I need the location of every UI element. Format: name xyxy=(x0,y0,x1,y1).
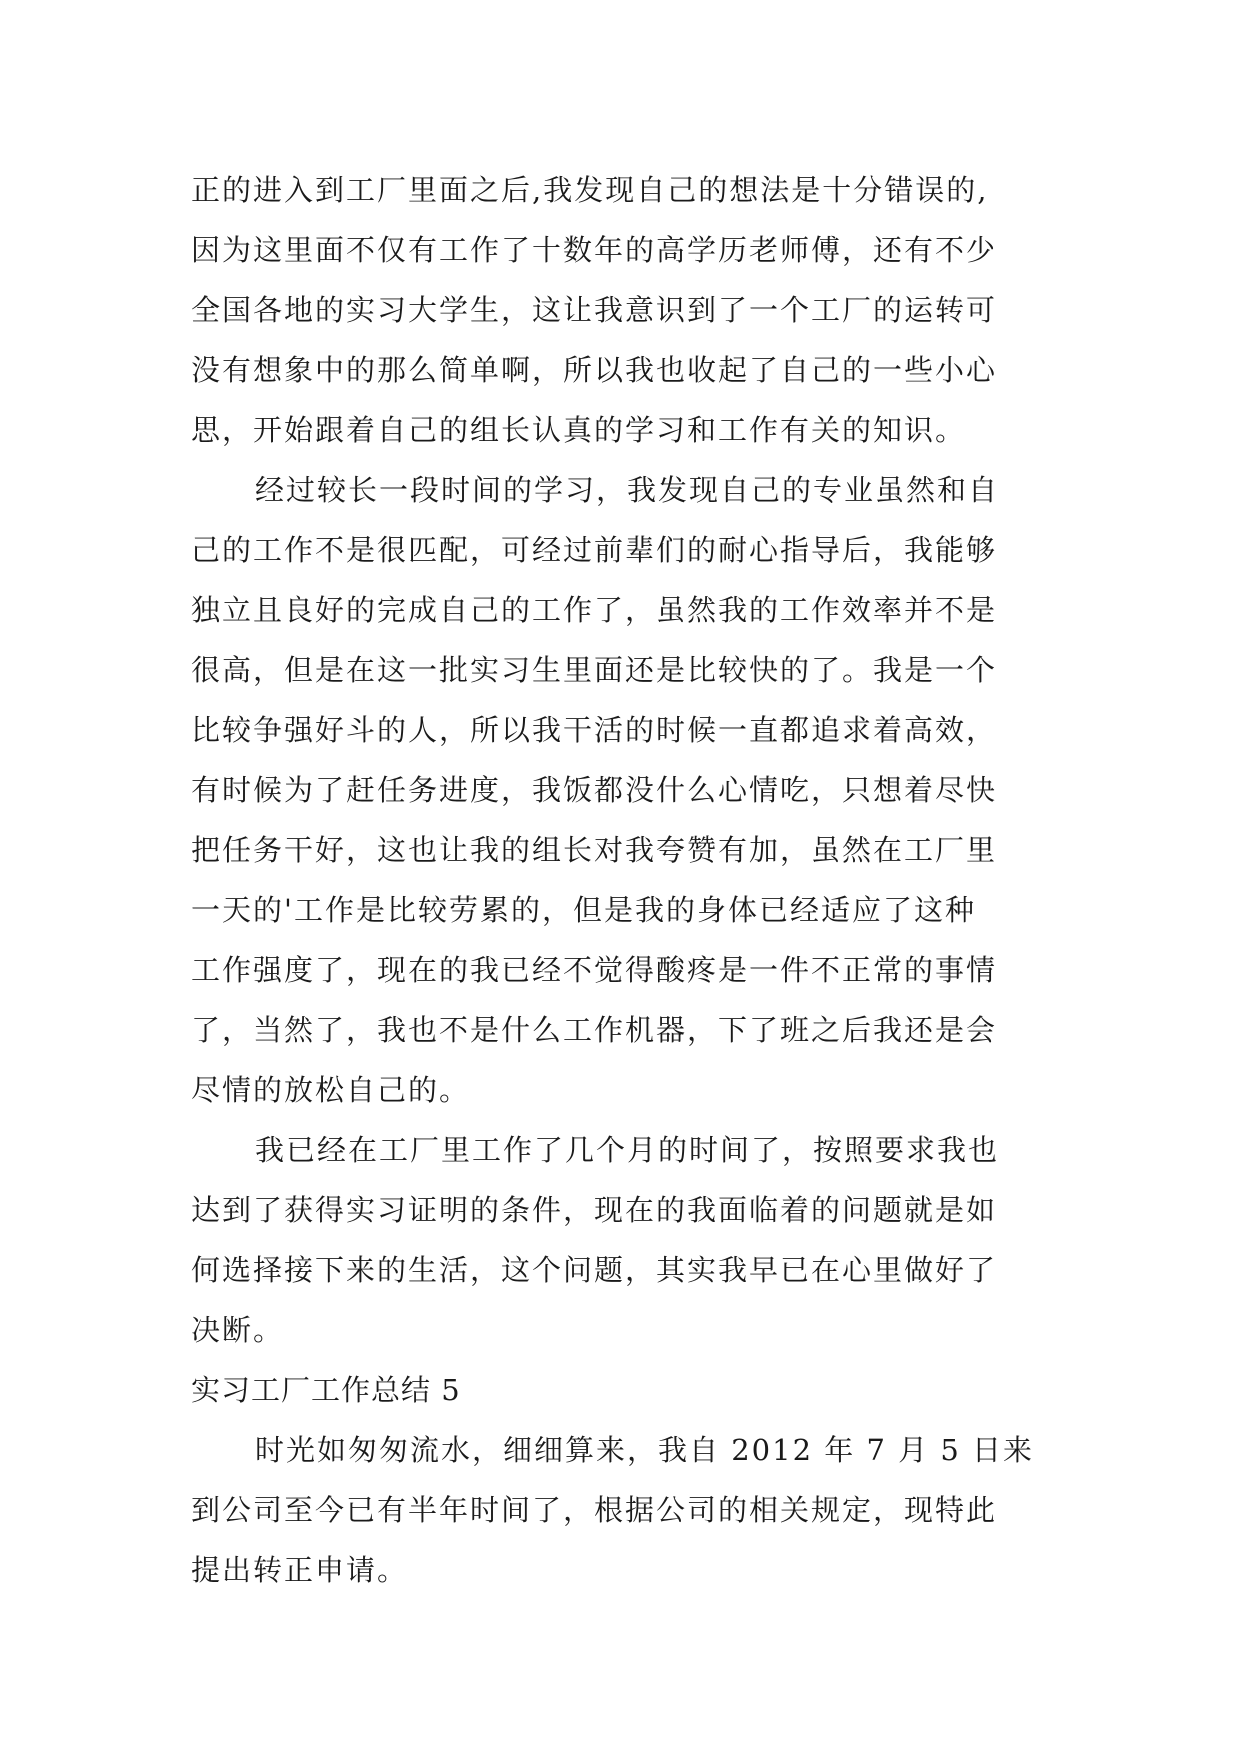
paragraph-2 xyxy=(191,460,1071,1120)
text-line: 全国各地的实习大学生，这让我意识到了一个工厂的运转可 xyxy=(191,293,998,327)
text-line: 提出转正申请。 xyxy=(191,1553,409,1587)
text-line: 比较争强好斗的人，所以我干活的时候一直都追求着高效， xyxy=(191,713,998,747)
text-line: 何选择接下来的生活，这个问题，其实我早已在心里做好了 xyxy=(191,1253,998,1287)
paragraph-1 xyxy=(191,160,1071,460)
text-line: 把任务干好，这也让我的组长对我夸赞有加，虽然在工厂里 xyxy=(191,833,998,867)
text-line: 一天的'工作是比较劳累的，但是我的身体已经适应了这种 xyxy=(191,893,976,927)
text-line: 时光如匆匆流水，细细算来，我自 2012 年 7 月 5 日来 xyxy=(255,1433,1035,1467)
paragraph-3 xyxy=(191,1120,1071,1360)
text-line: 到公司至今已有半年时间了，根据公司的相关规定，现特此 xyxy=(191,1493,998,1527)
text-line: 了，当然了，我也不是什么工作机器，下了班之后我还是会 xyxy=(191,1013,998,1047)
text-line: 没有想象中的那么简单啊，所以我也收起了自己的一些小心 xyxy=(191,353,998,387)
text-line: 正的进入到工厂里面之后,我发现自己的想法是十分错误的, xyxy=(191,173,989,207)
text-line: 尽情的放松自己的。 xyxy=(191,1073,471,1107)
paragraph-4 xyxy=(191,1420,1071,1600)
text-line: 工作强度了，现在的我已经不觉得酸疼是一件不正常的事情 xyxy=(191,953,998,987)
text-line: 独立且良好的完成自己的工作了，虽然我的工作效率并不是 xyxy=(191,593,998,627)
text-line: 有时候为了赶任务进度，我饭都没什么心情吃，只想着尽快 xyxy=(191,773,998,807)
text-line: 达到了获得实习证明的条件，现在的我面临着的问题就是如 xyxy=(191,1193,998,1227)
text-line: 经过较长一段时间的学习，我发现自己的专业虽然和自 xyxy=(255,473,1000,507)
text-line: 很高，但是在这一批实习生里面还是比较快的了。我是一个 xyxy=(191,653,998,687)
section-heading: 实习工厂工作总结 5 xyxy=(191,1373,461,1407)
text-line: 因为这里面不仅有工作了十数年的高学历老师傅，还有不少 xyxy=(191,233,998,267)
document-body xyxy=(191,160,1071,1600)
text-line: 己的工作不是很匹配，可经过前辈们的耐心指导后，我能够 xyxy=(191,533,998,567)
text-line: 决断。 xyxy=(191,1313,285,1347)
text-line: 思，开始跟着自己的组长认真的学习和工作有关的知识。 xyxy=(191,413,967,447)
text-line: 我已经在工厂里工作了几个月的时间了，按照要求我也 xyxy=(255,1133,1000,1167)
